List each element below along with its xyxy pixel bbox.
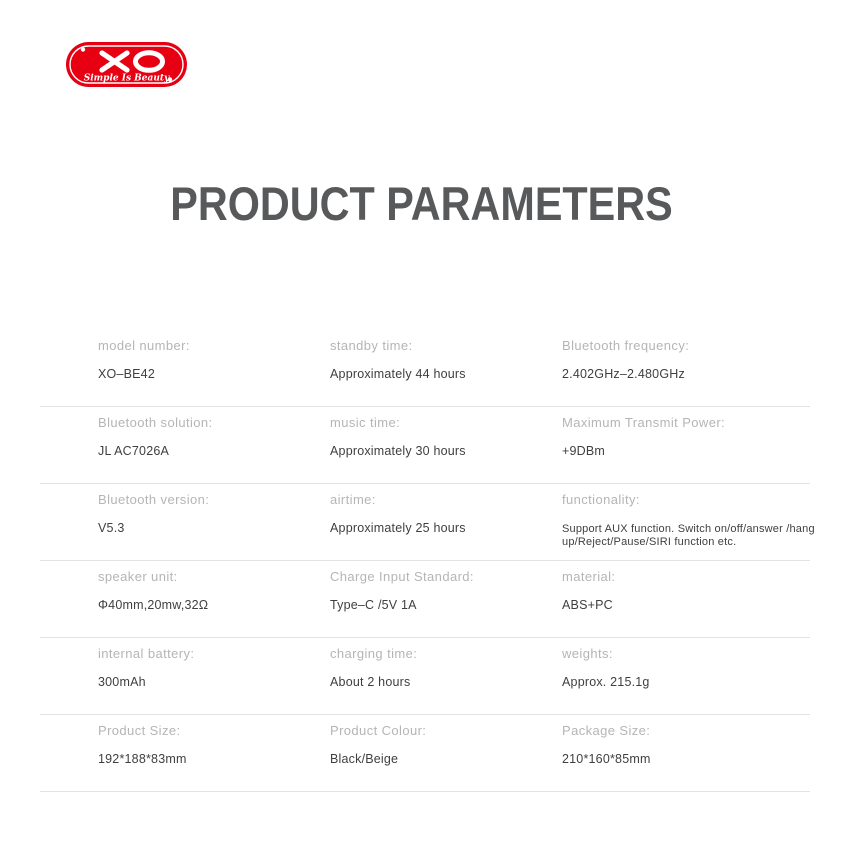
param-cell-speaker-unit [98, 569, 330, 637]
param-value: 192*188*83mm [98, 752, 187, 766]
param-value: XO–BE42 [98, 367, 155, 381]
param-label: Product Colour: [330, 723, 427, 738]
param-cell-charge-input-standard [330, 569, 562, 637]
param-cell-charging-time [330, 646, 562, 714]
param-label: Bluetooth frequency: [562, 338, 690, 353]
param-cell-airtime [330, 492, 562, 560]
param-label: Bluetooth version: [98, 492, 210, 507]
param-value: Type–C /5V 1A [330, 598, 417, 612]
param-value: Approx. 215.1g [562, 675, 650, 689]
title-container [0, 176, 843, 231]
param-value: About 2 hours [330, 675, 411, 689]
param-label: model number: [98, 338, 190, 353]
param-value: V5.3 [98, 521, 125, 535]
page-title: PRODUCT PARAMETERS [170, 177, 673, 230]
logo-tagline: Simple Is Beauty [83, 73, 170, 84]
param-cell-music-time [330, 415, 562, 483]
param-value: Φ40mm,20mw,32Ω [98, 598, 209, 612]
param-label: internal battery: [98, 646, 195, 661]
param-value: Approximately 44 hours [330, 367, 466, 381]
param-label: Product Size: [98, 723, 181, 738]
table-row [40, 715, 810, 792]
param-value: 2.402GHz–2.480GHz [562, 367, 685, 381]
param-label: Maximum Transmit Power: [562, 415, 726, 430]
param-label: Package Size: [562, 723, 651, 738]
table-row [40, 638, 810, 715]
table-row [40, 561, 810, 638]
param-label: functionality: [562, 492, 640, 507]
table-row [40, 330, 810, 407]
parameters-table [40, 330, 815, 792]
param-cell-max-transmit-power [562, 415, 810, 483]
param-label: standby time: [330, 338, 413, 353]
param-cell-product-size [98, 723, 330, 791]
param-label: music time: [330, 415, 401, 430]
param-label: material: [562, 569, 616, 584]
param-cell-package-size [562, 723, 810, 791]
param-value: +9DBm [562, 444, 606, 458]
param-cell-bluetooth-version [98, 492, 330, 560]
param-value: ABS+PC [562, 598, 613, 612]
param-label: Charge Input Standard: [330, 569, 474, 584]
param-label: speaker unit: [98, 569, 178, 584]
param-label: airtime: [330, 492, 376, 507]
param-cell-material [562, 569, 810, 637]
param-cell-bluetooth-frequency [562, 338, 810, 406]
param-value: JL AC7026A [98, 444, 170, 458]
table-row [40, 407, 810, 484]
param-value: Approximately 30 hours [330, 444, 466, 458]
param-label: Bluetooth solution: [98, 415, 213, 430]
param-cell-weights [562, 646, 810, 714]
table-row [40, 484, 815, 561]
param-cell-functionality [562, 492, 815, 560]
param-cell-standby-time [330, 338, 562, 406]
logo-dot-top-left [81, 47, 85, 51]
param-cell-product-colour [330, 723, 562, 791]
param-value: 300mAh [98, 675, 146, 689]
param-label: weights: [562, 646, 613, 661]
param-cell-model-number [98, 338, 330, 406]
xo-logo-graphic [66, 42, 187, 87]
param-cell-bluetooth-solution [98, 415, 330, 483]
param-value: Black/Beige [330, 752, 399, 766]
xo-brand-logo [66, 42, 187, 87]
param-value: 210*160*85mm [562, 752, 651, 766]
param-value: Support AUX function. Switch on/off/answer /hang up/Reject/Pause/SIRI function etc. [562, 523, 815, 548]
param-label: charging time: [330, 646, 418, 661]
param-value: Approximately 25 hours [330, 521, 466, 535]
param-cell-internal-battery [98, 646, 330, 714]
